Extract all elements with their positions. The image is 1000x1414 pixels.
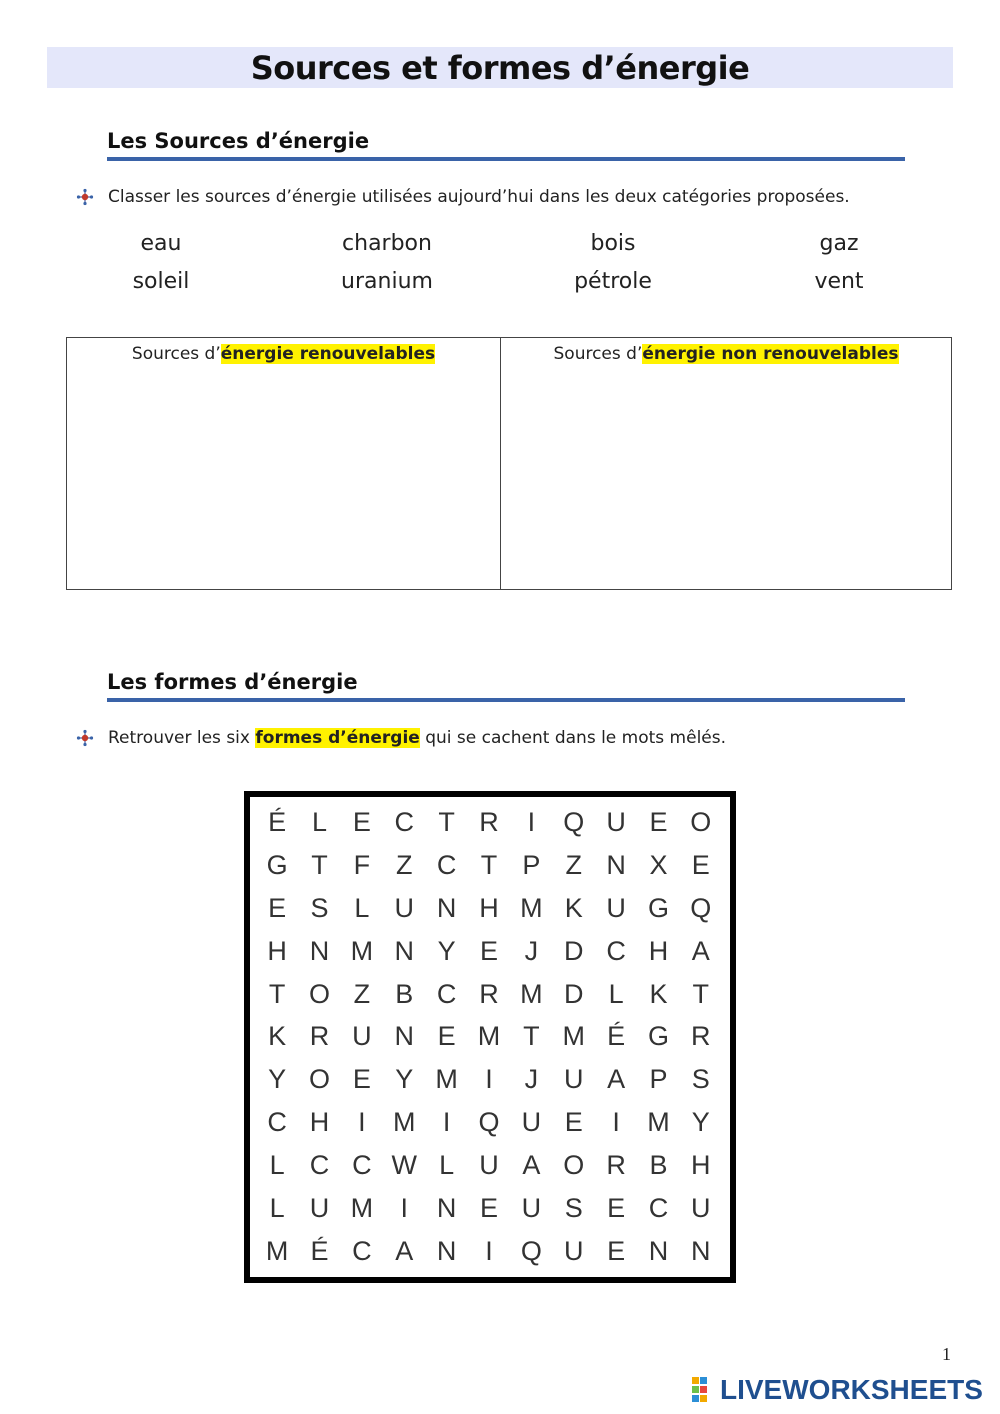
grid-cell[interactable]: M <box>647 1107 670 1138</box>
grid-cell[interactable]: T <box>692 978 710 1009</box>
grid-cell[interactable]: E <box>479 1193 498 1224</box>
word-item: charbon <box>342 231 432 256</box>
grid-cell[interactable]: U <box>563 1064 584 1095</box>
grid-cell[interactable]: W <box>391 1150 417 1181</box>
grid-cell[interactable]: N <box>436 1193 457 1224</box>
grid-cell[interactable]: L <box>269 1150 285 1181</box>
section-heading-sources: Les Sources d’énergie <box>107 129 905 161</box>
grid-cell[interactable]: K <box>564 892 583 923</box>
grid-cell[interactable]: E <box>691 849 710 880</box>
grid-cell[interactable]: P <box>649 1064 668 1095</box>
grid-cell[interactable]: I <box>485 1236 493 1267</box>
grid-cell[interactable]: I <box>485 1064 493 1095</box>
grid-cell[interactable]: E <box>268 892 287 923</box>
grid-cell[interactable]: H <box>309 1107 330 1138</box>
grid-cell[interactable]: M <box>562 1021 585 1052</box>
grid-cell[interactable]: L <box>269 1193 285 1224</box>
grid-cell[interactable]: U <box>691 1193 711 1224</box>
grid-cell[interactable]: D <box>563 935 584 966</box>
word-item: uranium <box>341 269 433 294</box>
grid-cell[interactable]: É <box>607 1021 626 1052</box>
grid-cell[interactable]: E <box>607 1236 626 1267</box>
instruction-text: Classer les sources d’énergie utilisées aujourd’hui dans les deux catégories proposées. <box>108 187 850 207</box>
instruction-before: Retrouver les six <box>108 728 256 748</box>
grid-cell[interactable]: É <box>268 806 287 837</box>
grid-cell[interactable]: M <box>265 1236 289 1267</box>
grid-cell[interactable]: T <box>523 1021 540 1052</box>
grid-cell[interactable]: C <box>352 1150 372 1181</box>
instruction-highlight: formes d’énergie <box>255 728 420 748</box>
grid-cell[interactable]: Y <box>437 935 456 966</box>
grid-cell[interactable]: O <box>690 806 712 837</box>
renewable-column[interactable] <box>67 338 501 589</box>
grid-cell[interactable]: I <box>442 1107 451 1138</box>
grid-cell[interactable]: M <box>435 1064 458 1095</box>
grid-cell[interactable]: N <box>309 935 330 966</box>
grid-cell[interactable]: H <box>267 935 287 966</box>
grid-cell[interactable]: Q <box>478 1107 500 1138</box>
word-item: eau <box>140 231 182 256</box>
instruction-forms <box>76 728 956 748</box>
grid-cell[interactable]: D <box>563 978 584 1009</box>
brand-name: LIVEWORKSHEETS <box>720 1374 983 1405</box>
grid-cell[interactable]: G <box>647 1021 669 1052</box>
section-heading-forms: Les formes d’énergie <box>107 670 905 702</box>
grid-cell[interactable]: C <box>648 1193 669 1224</box>
grid-cell[interactable]: Q <box>520 1236 542 1267</box>
grid-cell[interactable]: N <box>648 1236 669 1267</box>
grid-cell[interactable]: U <box>606 892 626 923</box>
grid-cell[interactable]: N <box>436 1236 457 1267</box>
grid-cell[interactable]: I <box>527 806 536 837</box>
grid-cell[interactable]: U <box>521 1193 542 1224</box>
page-title: Sources et formes d’énergie <box>250 48 750 87</box>
grid-cell[interactable]: A <box>395 1236 414 1267</box>
grid-cell[interactable]: R <box>309 1021 330 1052</box>
grid-cell[interactable]: E <box>564 1107 583 1138</box>
grid-cell[interactable]: U <box>309 1193 330 1224</box>
grid-cell[interactable]: B <box>395 978 414 1009</box>
page-number: 1 <box>942 1344 951 1364</box>
grid-cell[interactable]: B <box>649 1150 668 1181</box>
grid-cell[interactable]: H <box>479 892 499 923</box>
instruction-text <box>108 728 726 748</box>
grid-cell[interactable]: É <box>310 1236 329 1267</box>
renewable-header-highlight: énergie renouvelables <box>220 344 436 364</box>
grid-cell[interactable]: A <box>522 1150 541 1181</box>
grid-cell[interactable]: O <box>309 978 331 1009</box>
grid-cell[interactable]: H <box>691 1150 711 1181</box>
grid-cell[interactable]: X <box>649 849 668 880</box>
grid-cell[interactable]: A <box>607 1064 626 1095</box>
grid-cell[interactable]: O <box>309 1064 331 1095</box>
grid-cell[interactable]: C <box>394 806 415 837</box>
grid-cell[interactable]: Y <box>691 1107 710 1138</box>
word-item: pétrole <box>574 269 652 294</box>
grid-cell[interactable]: E <box>607 1193 626 1224</box>
grid-cell[interactable]: O <box>563 1150 585 1181</box>
grid-cell[interactable]: N <box>394 935 415 966</box>
grid-cell[interactable]: H <box>648 935 669 966</box>
grid-cell[interactable]: Z <box>353 978 371 1009</box>
non-renewable-column[interactable] <box>501 338 951 589</box>
grid-cell[interactable]: U <box>352 1021 372 1052</box>
grid-cell[interactable]: M <box>350 1193 374 1224</box>
word-item: soleil <box>132 269 190 294</box>
grid-cell[interactable]: T <box>480 849 498 880</box>
grid-cell[interactable]: S <box>310 892 329 923</box>
instruction-after: qui se cachent dans le mots mêlés. <box>419 728 727 748</box>
grid-cell[interactable]: C <box>436 849 457 880</box>
grid-cell[interactable]: U <box>479 1150 499 1181</box>
grid-cell[interactable]: Q <box>690 892 712 923</box>
compass-bullet-icon <box>76 729 94 747</box>
grid-cell[interactable]: I <box>612 1107 620 1138</box>
word-search-grid <box>244 791 736 1283</box>
grid-cell[interactable]: C <box>309 1150 330 1181</box>
grid-cell[interactable]: M <box>520 978 543 1009</box>
grid-cell[interactable]: E <box>649 806 668 837</box>
grid-cell[interactable]: U <box>606 806 626 837</box>
non-renewable-header-highlight: énergie non renouvelables <box>642 344 899 364</box>
grid-cell[interactable]: I <box>400 1193 409 1224</box>
grid-cell[interactable]: T <box>311 849 328 880</box>
grid-cell[interactable]: R <box>479 978 499 1009</box>
grid-cell[interactable]: L <box>439 1150 455 1181</box>
grid-cell[interactable]: R <box>479 806 499 837</box>
grid-cell[interactable]: L <box>354 892 370 923</box>
grid-cell[interactable]: J <box>524 935 539 966</box>
grid-cell[interactable]: C <box>436 978 457 1009</box>
brand-footer <box>692 1374 983 1406</box>
grid-cell[interactable]: N <box>394 1021 415 1052</box>
grid-cell[interactable]: Y <box>395 1064 414 1095</box>
grid-cell[interactable]: C <box>606 935 626 966</box>
grid-cell[interactable]: F <box>353 849 371 880</box>
title-band <box>47 47 953 88</box>
grid-cell[interactable]: M <box>477 1021 501 1052</box>
grid-cell[interactable]: I <box>358 1107 366 1138</box>
compass-bullet-icon <box>76 188 94 206</box>
grid-cell[interactable]: S <box>691 1064 710 1095</box>
grid-cell[interactable]: L <box>312 806 328 837</box>
grid-cell[interactable]: N <box>691 1236 711 1267</box>
word-item: gaz <box>819 231 859 256</box>
grid-cell[interactable]: K <box>649 978 668 1009</box>
grid-cell[interactable]: M <box>350 935 374 966</box>
word-item: bois <box>590 231 636 256</box>
grid-cell[interactable]: G <box>266 849 288 880</box>
grid-cell[interactable]: N <box>436 892 457 923</box>
grid-cell[interactable]: P <box>522 849 541 880</box>
grid-cell[interactable]: U <box>394 892 415 923</box>
classification-table <box>66 337 952 590</box>
grid-cell[interactable]: Z <box>565 849 582 880</box>
grid-cell[interactable]: Q <box>563 806 585 837</box>
instruction-sources <box>76 187 956 207</box>
grid-cell[interactable]: T <box>268 978 286 1009</box>
grid-cell[interactable]: E <box>437 1021 456 1052</box>
grid-cell[interactable]: G <box>647 892 669 923</box>
non-renewable-header-prefix: Sources d’ <box>553 344 643 364</box>
grid-cell[interactable]: T <box>438 806 455 837</box>
grid-cell[interactable]: E <box>352 1064 371 1095</box>
grid-cell[interactable]: R <box>691 1021 711 1052</box>
grid-cell[interactable]: K <box>268 1021 287 1052</box>
grid-cell[interactable]: M <box>520 892 543 923</box>
grid-cell[interactable]: A <box>691 935 710 966</box>
renewable-header-prefix: Sources d’ <box>131 344 221 364</box>
grid-cell[interactable]: U <box>521 1107 542 1138</box>
grid-cell[interactable]: J <box>524 1064 539 1095</box>
liveworksheets-logo-icon <box>692 1377 716 1403</box>
grid-cell[interactable]: R <box>606 1150 626 1181</box>
grid-cell[interactable]: S <box>564 1193 583 1224</box>
grid-cell[interactable]: L <box>608 978 624 1009</box>
grid-cell[interactable]: N <box>606 849 626 880</box>
grid-cell[interactable]: Y <box>268 1064 287 1095</box>
grid-cell[interactable]: U <box>563 1236 584 1267</box>
energy-source-word-list <box>48 228 952 298</box>
grid-cell[interactable]: E <box>352 806 371 837</box>
word-item: vent <box>814 269 864 294</box>
grid-cell[interactable]: M <box>393 1107 416 1138</box>
grid-cell[interactable]: C <box>352 1236 372 1267</box>
grid-cell[interactable]: Z <box>396 849 413 880</box>
grid-cell[interactable]: E <box>479 935 498 966</box>
grid-cell[interactable]: C <box>267 1107 287 1138</box>
